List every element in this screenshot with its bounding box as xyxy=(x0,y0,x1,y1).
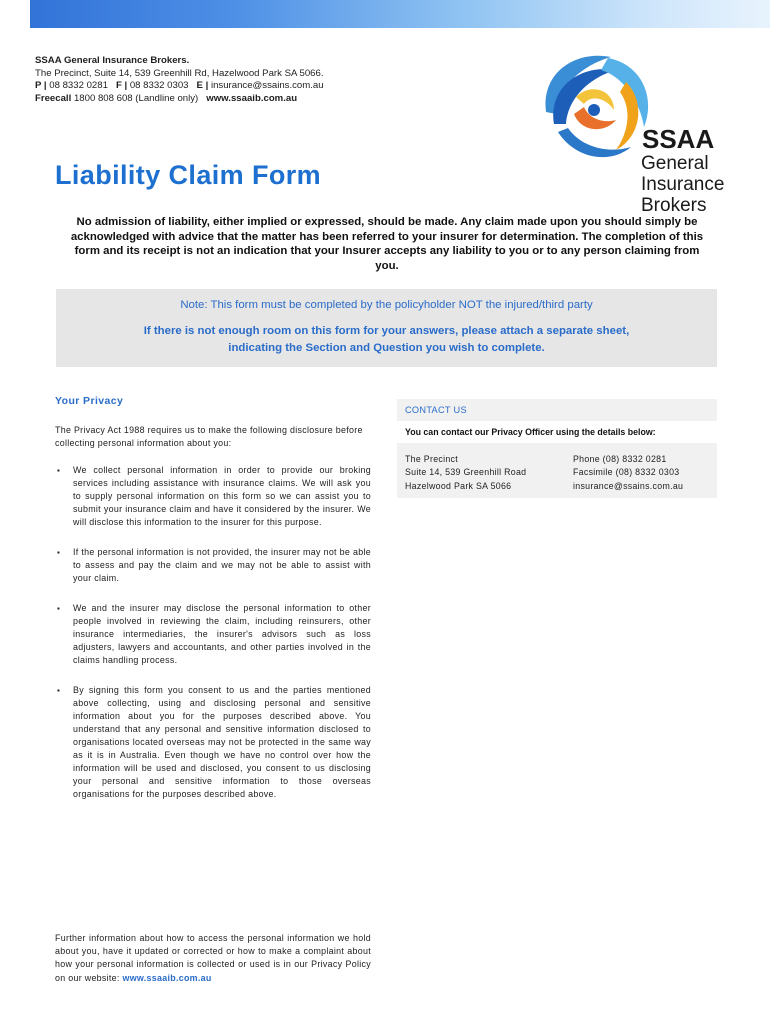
contact-address-line: Suite 14, 539 Greenhill Road xyxy=(405,467,527,478)
bullet-text: By signing this form you consent to us and the parties mentioned above collecting, using and disclosing personal and sensitive information about you for the purposes described above. You understand that any personal and sensitive information disclosed to organisations located overseas may not be protected in the same way as it is in Australia. Even though we have no control over how the information will be used and disclosed, you consent to us disclosing your personal and sensitive information to those overseas organisations for the purposes described above. xyxy=(73,685,371,799)
email-label: E | xyxy=(196,80,209,92)
bullet-text: We and the insurer may disclose the personal information to other people involved in reviewing the claim, including reinsurers, other insurance intermediaries, the insurer's advisors such as loss adjusters, lawyers and accountants, and other parties involved in the claims handling process. xyxy=(73,603,371,665)
header-banner-corner xyxy=(0,0,30,28)
contact-fax: Facsimile (08) 8332 0303 xyxy=(573,467,680,478)
privacy-heading: Your Privacy xyxy=(55,395,124,407)
ssaa-logo xyxy=(538,52,753,217)
phone-label: P | xyxy=(35,80,47,92)
list-item xyxy=(55,546,371,585)
contact-subheading: You can contact our Privacy Officer using the details below: xyxy=(405,427,656,437)
contact-heading: CONTACT US xyxy=(405,405,467,415)
liability-disclaimer: No admission of liability, either implied or expressed, should be made. Any claim made upon you should simply be acknowledged with advice that the matter has been referred to your insurer for determination. The completion of this form and its receipt is not an indication that your Insurer accepts any liability to you or to any person claiming from you. xyxy=(70,216,704,272)
contact-phone: Phone (08) 8332 0281 xyxy=(573,454,667,464)
list-item xyxy=(55,464,371,529)
logo-text-brokers: Brokers xyxy=(641,195,707,216)
contact-address-line: The Precinct xyxy=(405,454,458,464)
header-banner xyxy=(0,0,770,28)
logo-text-ssaa: SSAA xyxy=(642,124,715,154)
company-email[interactable]: insurance@ssains.com.au xyxy=(210,80,324,92)
bullet-icon: ▪ xyxy=(57,686,61,695)
note-policyholder: Note: This form must be completed by the policyholder NOT the injured/third party xyxy=(180,299,593,311)
company-details xyxy=(35,55,324,105)
contact-address xyxy=(405,453,526,493)
website-link[interactable]: www.ssaaib.com.au xyxy=(122,972,212,983)
contact-email[interactable]: insurance@ssains.com.au xyxy=(573,480,684,491)
page-title: Liability Claim Form xyxy=(55,160,322,190)
privacy-intro: The Privacy Act 1988 requires us to make the following disclosure before collecting personal information about you: xyxy=(55,425,363,448)
logo-text-general: General xyxy=(641,153,709,174)
bullet-icon: ▪ xyxy=(57,466,61,475)
freecall-label: Freecall xyxy=(35,92,72,104)
further-information xyxy=(55,932,371,985)
fax-label: F | xyxy=(115,80,128,92)
contact-address-line: Hazelwood Park SA 5066 xyxy=(405,480,512,491)
company-website[interactable]: www.ssaaib.com.au xyxy=(206,92,298,104)
list-item xyxy=(55,602,371,667)
bullet-icon: ▪ xyxy=(57,604,61,613)
company-address: The Precinct, Suite 14, 539 Greenhill Rd, Hazelwood Park SA 5066. xyxy=(35,67,324,79)
swirl-emblem xyxy=(546,56,649,157)
company-name: SSAA General Insurance Brokers. xyxy=(35,55,190,66)
company-phone: 08 8332 0281 xyxy=(49,80,108,92)
further-text: Further information about how to access the personal information we hold about you, have it updated or corrected or how to make a complaint about how your personal information is collected or used is in our Privacy Policy on our website: xyxy=(55,933,371,983)
logo-text-insurance: Insurance xyxy=(641,174,725,195)
contact-details xyxy=(573,453,683,493)
note-attach-sheet: If there is not enough room on this form for your answers, please attach a separate sheet, indicating the Section and Question you wish to complete. xyxy=(143,325,630,354)
bullet-icon: ▪ xyxy=(57,548,61,557)
bullet-text: If the personal information is not provided, the insurer may not be able to assess and pay the claim and we may not be able to assist with your claim. xyxy=(73,547,371,583)
company-freecall: 1800 808 608 (Landline only) xyxy=(73,92,199,104)
company-fax: 08 8332 0303 xyxy=(129,80,189,92)
privacy-bullet-list xyxy=(55,464,371,818)
list-item xyxy=(55,684,371,801)
bullet-text: We collect personal information in order to provide our broking services including assistance with insurance claims. We will ask you to supply personal information on this form so we can assist you to submit your insurance claim and have it considered by the insurer. We will disclose this information to the insurer for this purpose. xyxy=(73,465,371,527)
note-box xyxy=(56,289,717,367)
contact-box xyxy=(397,399,717,498)
